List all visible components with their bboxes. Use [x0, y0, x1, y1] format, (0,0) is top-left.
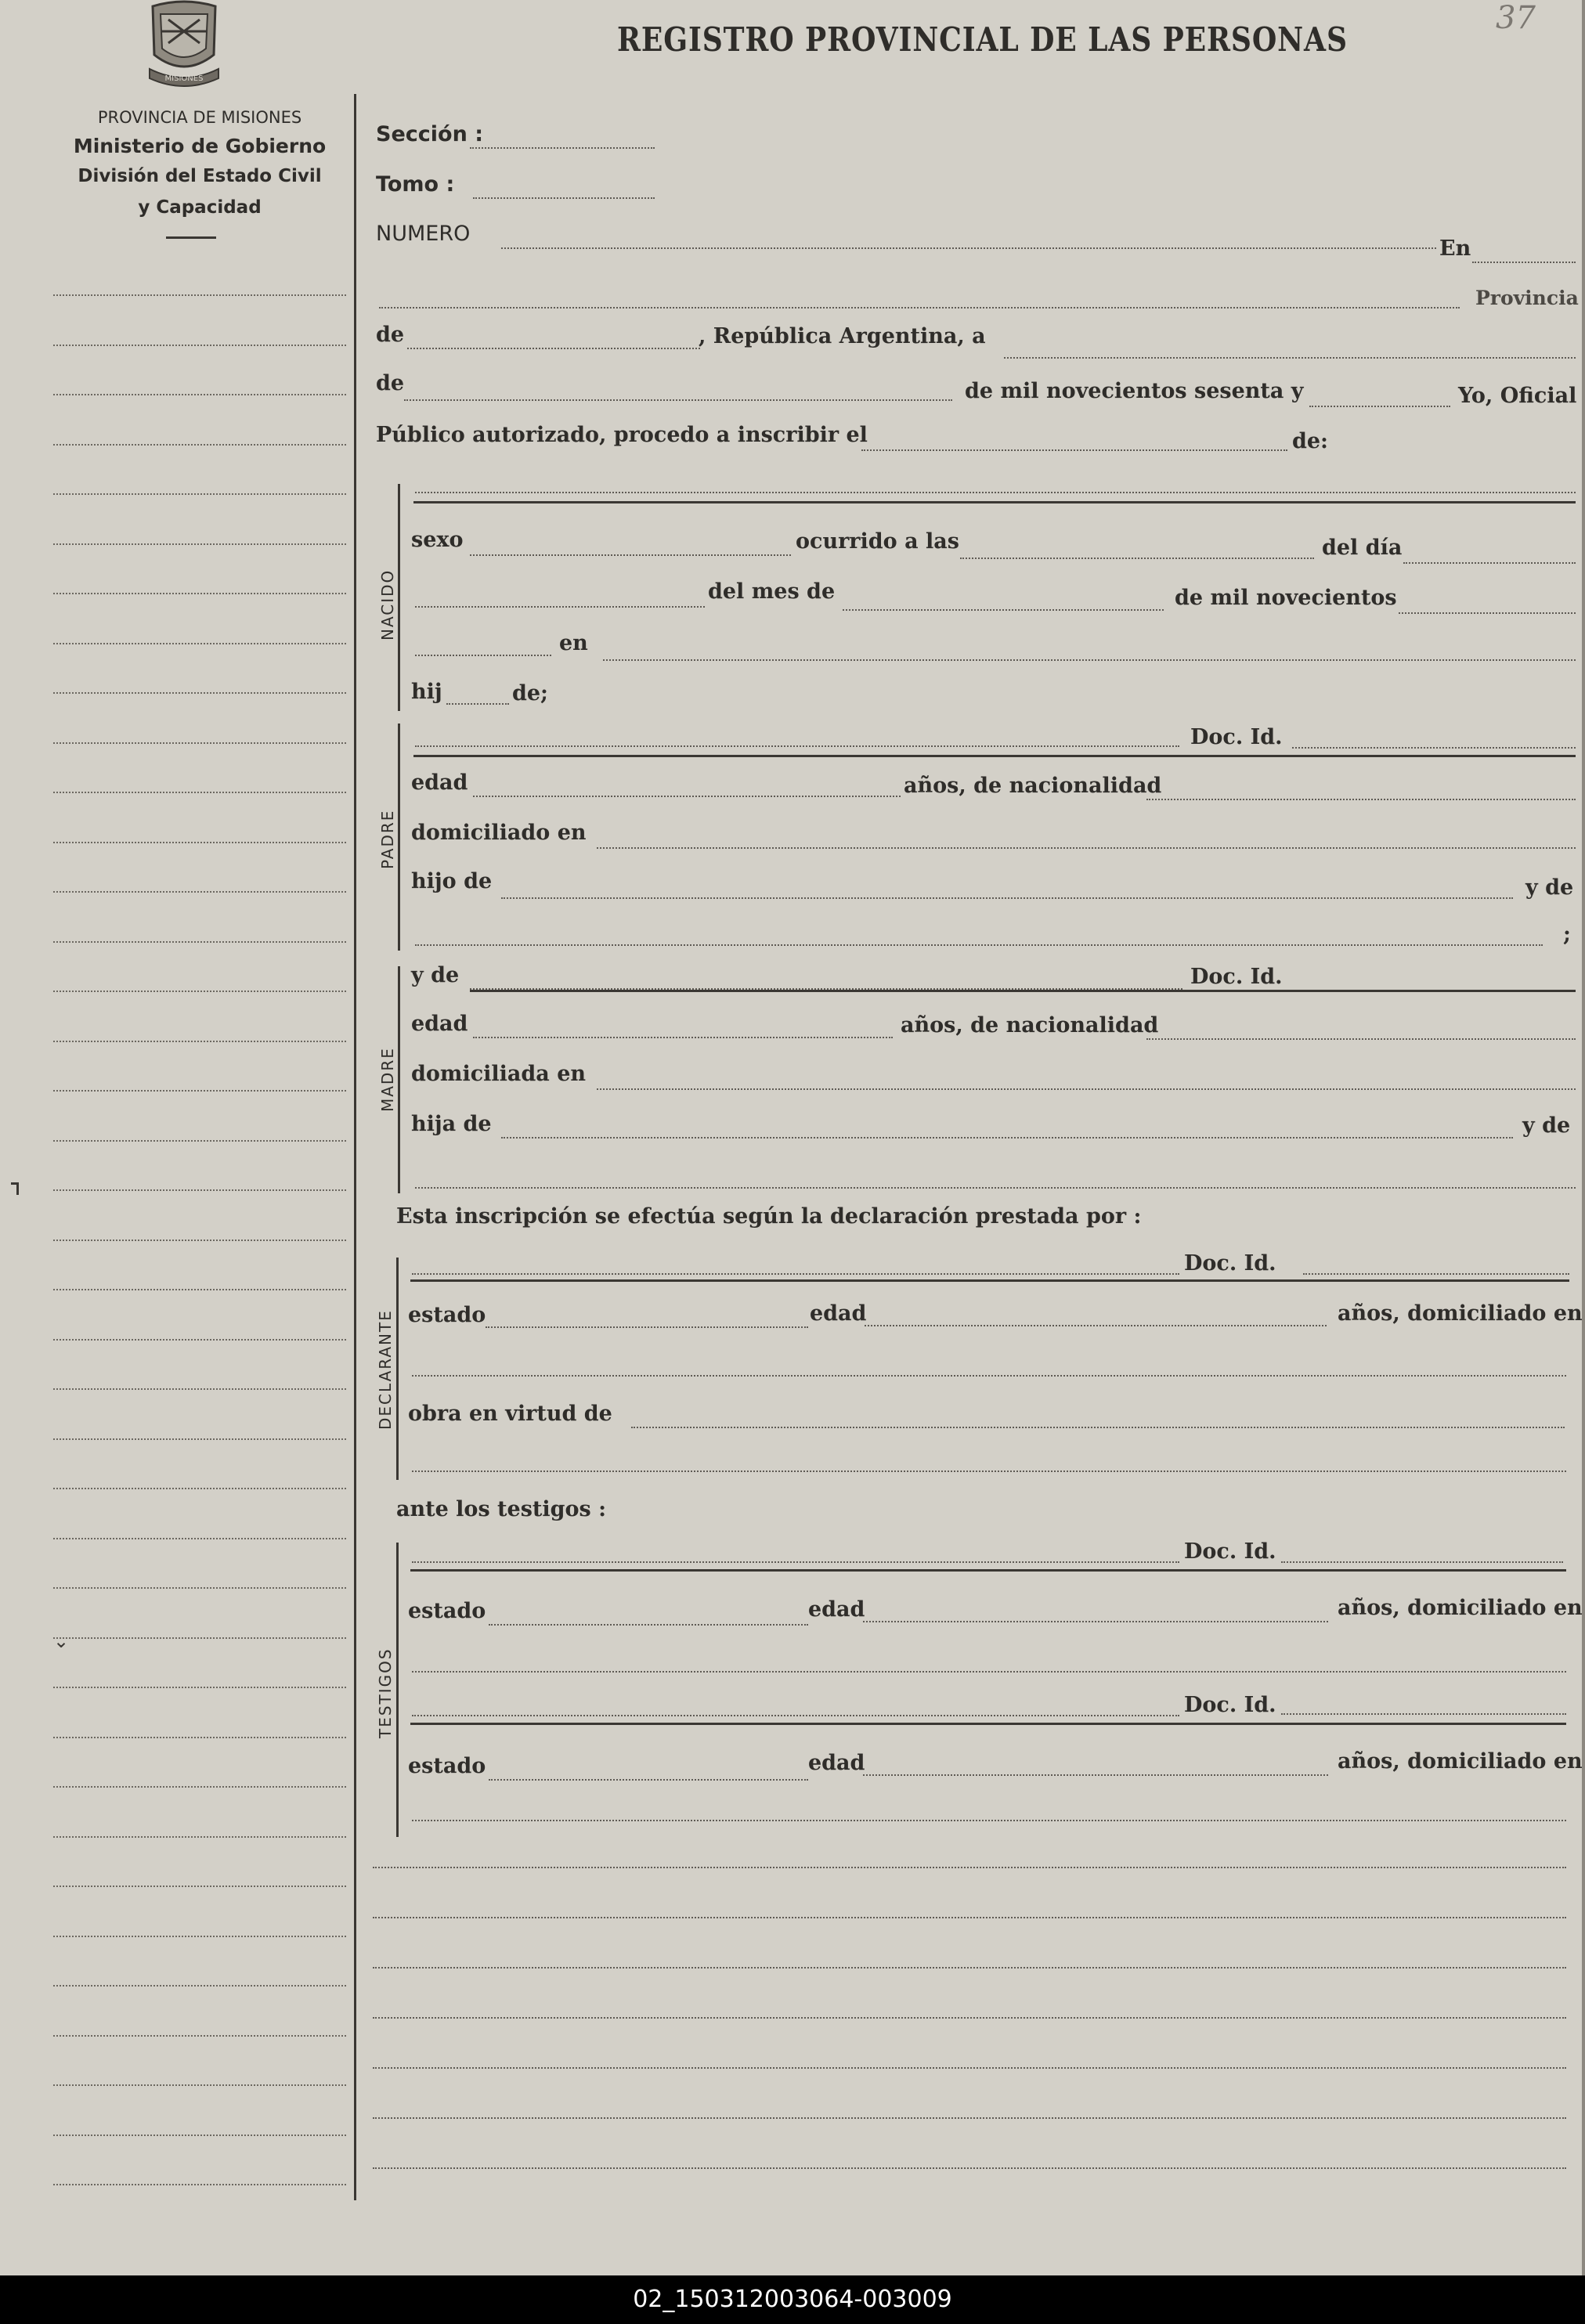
de-semicolon-label: de; — [512, 681, 549, 706]
madre-edad-label: edad — [411, 1012, 468, 1036]
declaracion-text: Esta inscripción se efectúa según la declaración prestada por : — [396, 1204, 1142, 1229]
madre-top-line — [470, 990, 1576, 992]
margin-mark — [11, 1182, 19, 1195]
header-divider — [166, 236, 216, 239]
margin-note-line[interactable] — [53, 1388, 346, 1390]
margin-note-line[interactable] — [53, 543, 346, 545]
testigo2-top-line — [410, 1723, 1566, 1725]
seal-text: MISIONES — [164, 74, 204, 83]
observation-line[interactable] — [373, 2017, 1566, 2019]
declarante-domicilio-field[interactable] — [412, 1375, 1566, 1377]
declarante-rule — [396, 1258, 399, 1480]
provincial-seal-icon — [145, 0, 223, 90]
padre-madre-field[interactable] — [415, 944, 1543, 946]
margin-note-line[interactable] — [53, 1538, 346, 1539]
padre-doc-field[interactable] — [1292, 747, 1576, 749]
margin-note-line[interactable] — [53, 1189, 346, 1191]
padre-rule — [398, 724, 400, 951]
observation-line[interactable] — [373, 2167, 1566, 2169]
padre-domiciliado-label: domiciliado en — [411, 821, 587, 845]
location-field[interactable] — [379, 307, 1460, 309]
date-day-field[interactable] — [1004, 357, 1576, 359]
margin-note-line[interactable] — [53, 294, 346, 296]
nacido-rule — [398, 484, 400, 711]
ante-testigos-text: ante los testigos : — [396, 1497, 607, 1521]
tomo-label: Tomo : — [376, 172, 455, 197]
seccion-label: Sección : — [376, 122, 483, 146]
testigo2-edad-field[interactable] — [863, 1774, 1328, 1776]
mil-nov-label: de mil novecientos — [1175, 586, 1397, 610]
testigo2-name-field[interactable] — [412, 1715, 1179, 1716]
testigo1-doc-label: Doc. Id. — [1184, 1539, 1276, 1564]
page-title: REGISTRO PROVINCIAL DE LAS PERSONAS — [617, 20, 1348, 59]
margin-note-line[interactable] — [53, 1240, 346, 1241]
declarante-section-label: DECLARANTE — [376, 1309, 395, 1430]
padre-top-line — [413, 755, 1576, 757]
sexo-label: sexo — [411, 528, 464, 552]
tomo-field[interactable] — [473, 197, 655, 199]
sexo-field[interactable] — [470, 554, 791, 556]
declarante-obra-field[interactable] — [631, 1427, 1565, 1428]
madre-domiciliada-label: domiciliada en — [411, 1062, 587, 1086]
declarante-doc-label: Doc. Id. — [1184, 1251, 1276, 1276]
testigo2-estado-label: estado — [408, 1754, 486, 1778]
testigo1-estado-field[interactable] — [489, 1624, 808, 1626]
padre-hijo-de-label: hijo de — [411, 869, 493, 893]
margin-note-line[interactable] — [53, 1786, 346, 1788]
padre-semicolon: ; — [1563, 922, 1571, 947]
numero-label: NUMERO — [376, 222, 471, 246]
capacity-label: y Capacidad — [138, 197, 262, 218]
margin-note-line[interactable] — [53, 1886, 346, 1887]
padre-hijo-de-field[interactable] — [501, 897, 1513, 899]
testigo2-domicilio-field[interactable] — [412, 1820, 1566, 1821]
testigo1-anios-label: años, domiciliado en — [1338, 1596, 1583, 1620]
testigo2-anios-label: años, domiciliado en — [1338, 1749, 1583, 1774]
testigo1-doc-field[interactable] — [1281, 1561, 1563, 1563]
del-dia-label: del día — [1322, 536, 1403, 560]
madre-hija-de-label: hija de — [411, 1112, 492, 1136]
numero-field[interactable] — [501, 247, 1436, 249]
madre-edad-field[interactable] — [473, 1037, 893, 1038]
mes-field[interactable] — [843, 609, 1164, 611]
madre-y-de-label: y de — [411, 963, 460, 987]
padre-anios-label: años, de nacionalidad — [904, 774, 1162, 798]
province-label: PROVINCIA DE MISIONES — [97, 108, 302, 127]
testigos-section-label: TESTIGOS — [376, 1647, 395, 1738]
declarante-anios-label: años, domiciliado en — [1338, 1301, 1583, 1326]
publico-label: Público autorizado, procedo a inscribir el — [376, 423, 868, 447]
testigo2-doc-field[interactable] — [1281, 1713, 1566, 1715]
margin-note-line[interactable] — [53, 1737, 346, 1738]
yo-oficial-label: Yo, Oficial — [1458, 384, 1577, 408]
margin-note-line[interactable] — [53, 792, 346, 793]
testigo1-domicilio-field[interactable] — [412, 1671, 1566, 1673]
madre-anios-label: años, de nacionalidad — [901, 1013, 1159, 1038]
margin-note-line[interactable] — [53, 1936, 346, 1937]
declarante-top-line — [410, 1279, 1569, 1282]
margin-note-line[interactable] — [53, 1140, 346, 1142]
padre-doc-label: Doc. Id. — [1190, 725, 1283, 749]
testigo1-estado-label: estado — [408, 1599, 486, 1623]
ministry-label: Ministerio de Gobierno — [73, 135, 327, 157]
testigos-rule — [396, 1543, 399, 1837]
madre-nacionalidad-field[interactable] — [1146, 1038, 1576, 1040]
province-field[interactable] — [407, 348, 700, 349]
nacido-name-field[interactable] — [415, 492, 1576, 493]
hora-field[interactable] — [960, 558, 1314, 559]
margin-checkmark-icon: ⌄ — [53, 1630, 70, 1652]
margin-note-line[interactable] — [53, 2135, 346, 2136]
margin-note-line[interactable] — [53, 1587, 346, 1589]
margin-note-line[interactable] — [53, 1488, 346, 1489]
margin-note-line[interactable] — [53, 1687, 346, 1688]
testigo1-edad-field[interactable] — [863, 1621, 1328, 1622]
testigo2-doc-label: Doc. Id. — [1184, 1693, 1276, 1717]
margin-note-line[interactable] — [53, 593, 346, 594]
mil-sesenta-label: de mil novecientos sesenta y — [965, 379, 1304, 403]
testigo1-edad-label: edad — [808, 1597, 865, 1622]
en-label: En — [1439, 236, 1471, 261]
madre-doc-label: Doc. Id. — [1190, 965, 1283, 989]
month-field[interactable] — [404, 399, 952, 401]
de-label-2: de — [376, 371, 405, 395]
margin-note-line[interactable] — [53, 991, 346, 992]
padre-y-de-label: y de — [1525, 875, 1574, 900]
padre-section-label: PADRE — [378, 809, 397, 869]
de-colon-label: de: — [1292, 429, 1329, 453]
testigo2-edad-label: edad — [808, 1751, 865, 1775]
division-label: División del Estado Civil — [78, 166, 322, 186]
de-label-1: de — [376, 323, 405, 347]
margin-note-line[interactable] — [53, 2035, 346, 2037]
margin-note-line[interactable] — [53, 842, 346, 843]
nacido-section-label: NACIDO — [378, 568, 397, 641]
en-lugar-label: en — [559, 631, 588, 655]
observation-line[interactable] — [373, 2117, 1566, 2119]
ocurrido-label: ocurrido a las — [796, 529, 959, 554]
declarante-edad-label: edad — [810, 1301, 867, 1326]
padre-edad-label: edad — [411, 770, 468, 795]
madre-domicilio-field[interactable] — [597, 1088, 1576, 1090]
image-id-footer: 02_150312003064-003009 — [0, 2275, 1585, 2324]
provincia-label: Provincia — [1475, 287, 1579, 309]
margin-note-line[interactable] — [53, 692, 346, 694]
margin-note-line[interactable] — [53, 742, 346, 744]
observation-line[interactable] — [373, 2067, 1566, 2069]
padre-domicilio-field[interactable] — [597, 847, 1576, 849]
anio-field[interactable] — [1399, 612, 1576, 614]
margin-note-line[interactable] — [53, 1836, 346, 1838]
page-edge — [1582, 0, 1585, 2275]
margin-note-line[interactable] — [53, 1090, 346, 1092]
lugar-field[interactable] — [603, 659, 1576, 661]
observation-line[interactable] — [373, 1867, 1566, 1868]
margin-note-line[interactable] — [53, 345, 346, 346]
madre-hija-de-field[interactable] — [501, 1137, 1513, 1139]
margin-note-line[interactable] — [53, 891, 346, 893]
declarante-edad-field[interactable] — [865, 1325, 1327, 1326]
margin-note-line[interactable] — [53, 493, 346, 495]
margin-note-line[interactable] — [53, 1637, 346, 1639]
anio-cont-field[interactable] — [415, 655, 551, 656]
dia-field[interactable] — [1403, 562, 1576, 564]
folio-number: 37 — [1496, 0, 1536, 36]
declarante-estado-field[interactable] — [486, 1326, 808, 1328]
margin-note-line[interactable] — [53, 2084, 346, 2086]
margin-note-line[interactable] — [53, 2184, 346, 2185]
declarante-doc-field[interactable] — [1303, 1273, 1569, 1275]
margin-note-line[interactable] — [53, 1438, 346, 1440]
year-field[interactable] — [1309, 406, 1450, 407]
margin-note-line[interactable] — [53, 1289, 346, 1290]
hij-field[interactable] — [446, 703, 509, 705]
testigo1-top-line — [410, 1569, 1566, 1572]
madre-rule — [398, 966, 400, 1193]
madre-section-label: MADRE — [378, 1047, 397, 1112]
margin-note-line[interactable] — [53, 1985, 346, 1987]
del-mes-label: del mes de — [708, 579, 836, 604]
margin-note-line[interactable] — [53, 1339, 346, 1341]
observation-line[interactable] — [373, 1917, 1566, 1918]
margin-note-line[interactable] — [53, 1041, 346, 1042]
padre-name-field[interactable] — [415, 745, 1179, 747]
margin-note-line[interactable] — [53, 643, 346, 644]
inscripcion-field[interactable] — [861, 449, 1287, 451]
testigo1-name-field[interactable] — [412, 1561, 1179, 1563]
nacido-name-line[interactable] — [413, 501, 1576, 503]
margin-note-line[interactable] — [53, 394, 346, 395]
hij-label: hij — [411, 680, 442, 704]
madre-y-de2-label: y de — [1522, 1113, 1571, 1138]
madre-padres-field[interactable] — [415, 1187, 1576, 1189]
dia-cont-field[interactable] — [415, 606, 705, 608]
margin-rule — [354, 94, 356, 2200]
declarante-obra-cont-field[interactable] — [412, 1471, 1566, 1472]
padre-edad-field[interactable] — [473, 796, 901, 797]
declarante-obra-label: obra en virtud de — [408, 1402, 612, 1426]
observation-line[interactable] — [373, 1967, 1566, 1969]
padre-nacionalidad-field[interactable] — [1146, 799, 1576, 800]
declarante-name-field[interactable] — [412, 1273, 1179, 1275]
margin-note-line[interactable] — [53, 444, 346, 446]
testigo2-estado-field[interactable] — [489, 1779, 808, 1781]
en-field[interactable] — [1472, 262, 1576, 263]
republica-label: , República Argentina, a — [699, 324, 986, 348]
margin-note-line[interactable] — [53, 941, 346, 943]
declarante-estado-label: estado — [408, 1303, 486, 1327]
seccion-field[interactable] — [470, 147, 655, 149]
